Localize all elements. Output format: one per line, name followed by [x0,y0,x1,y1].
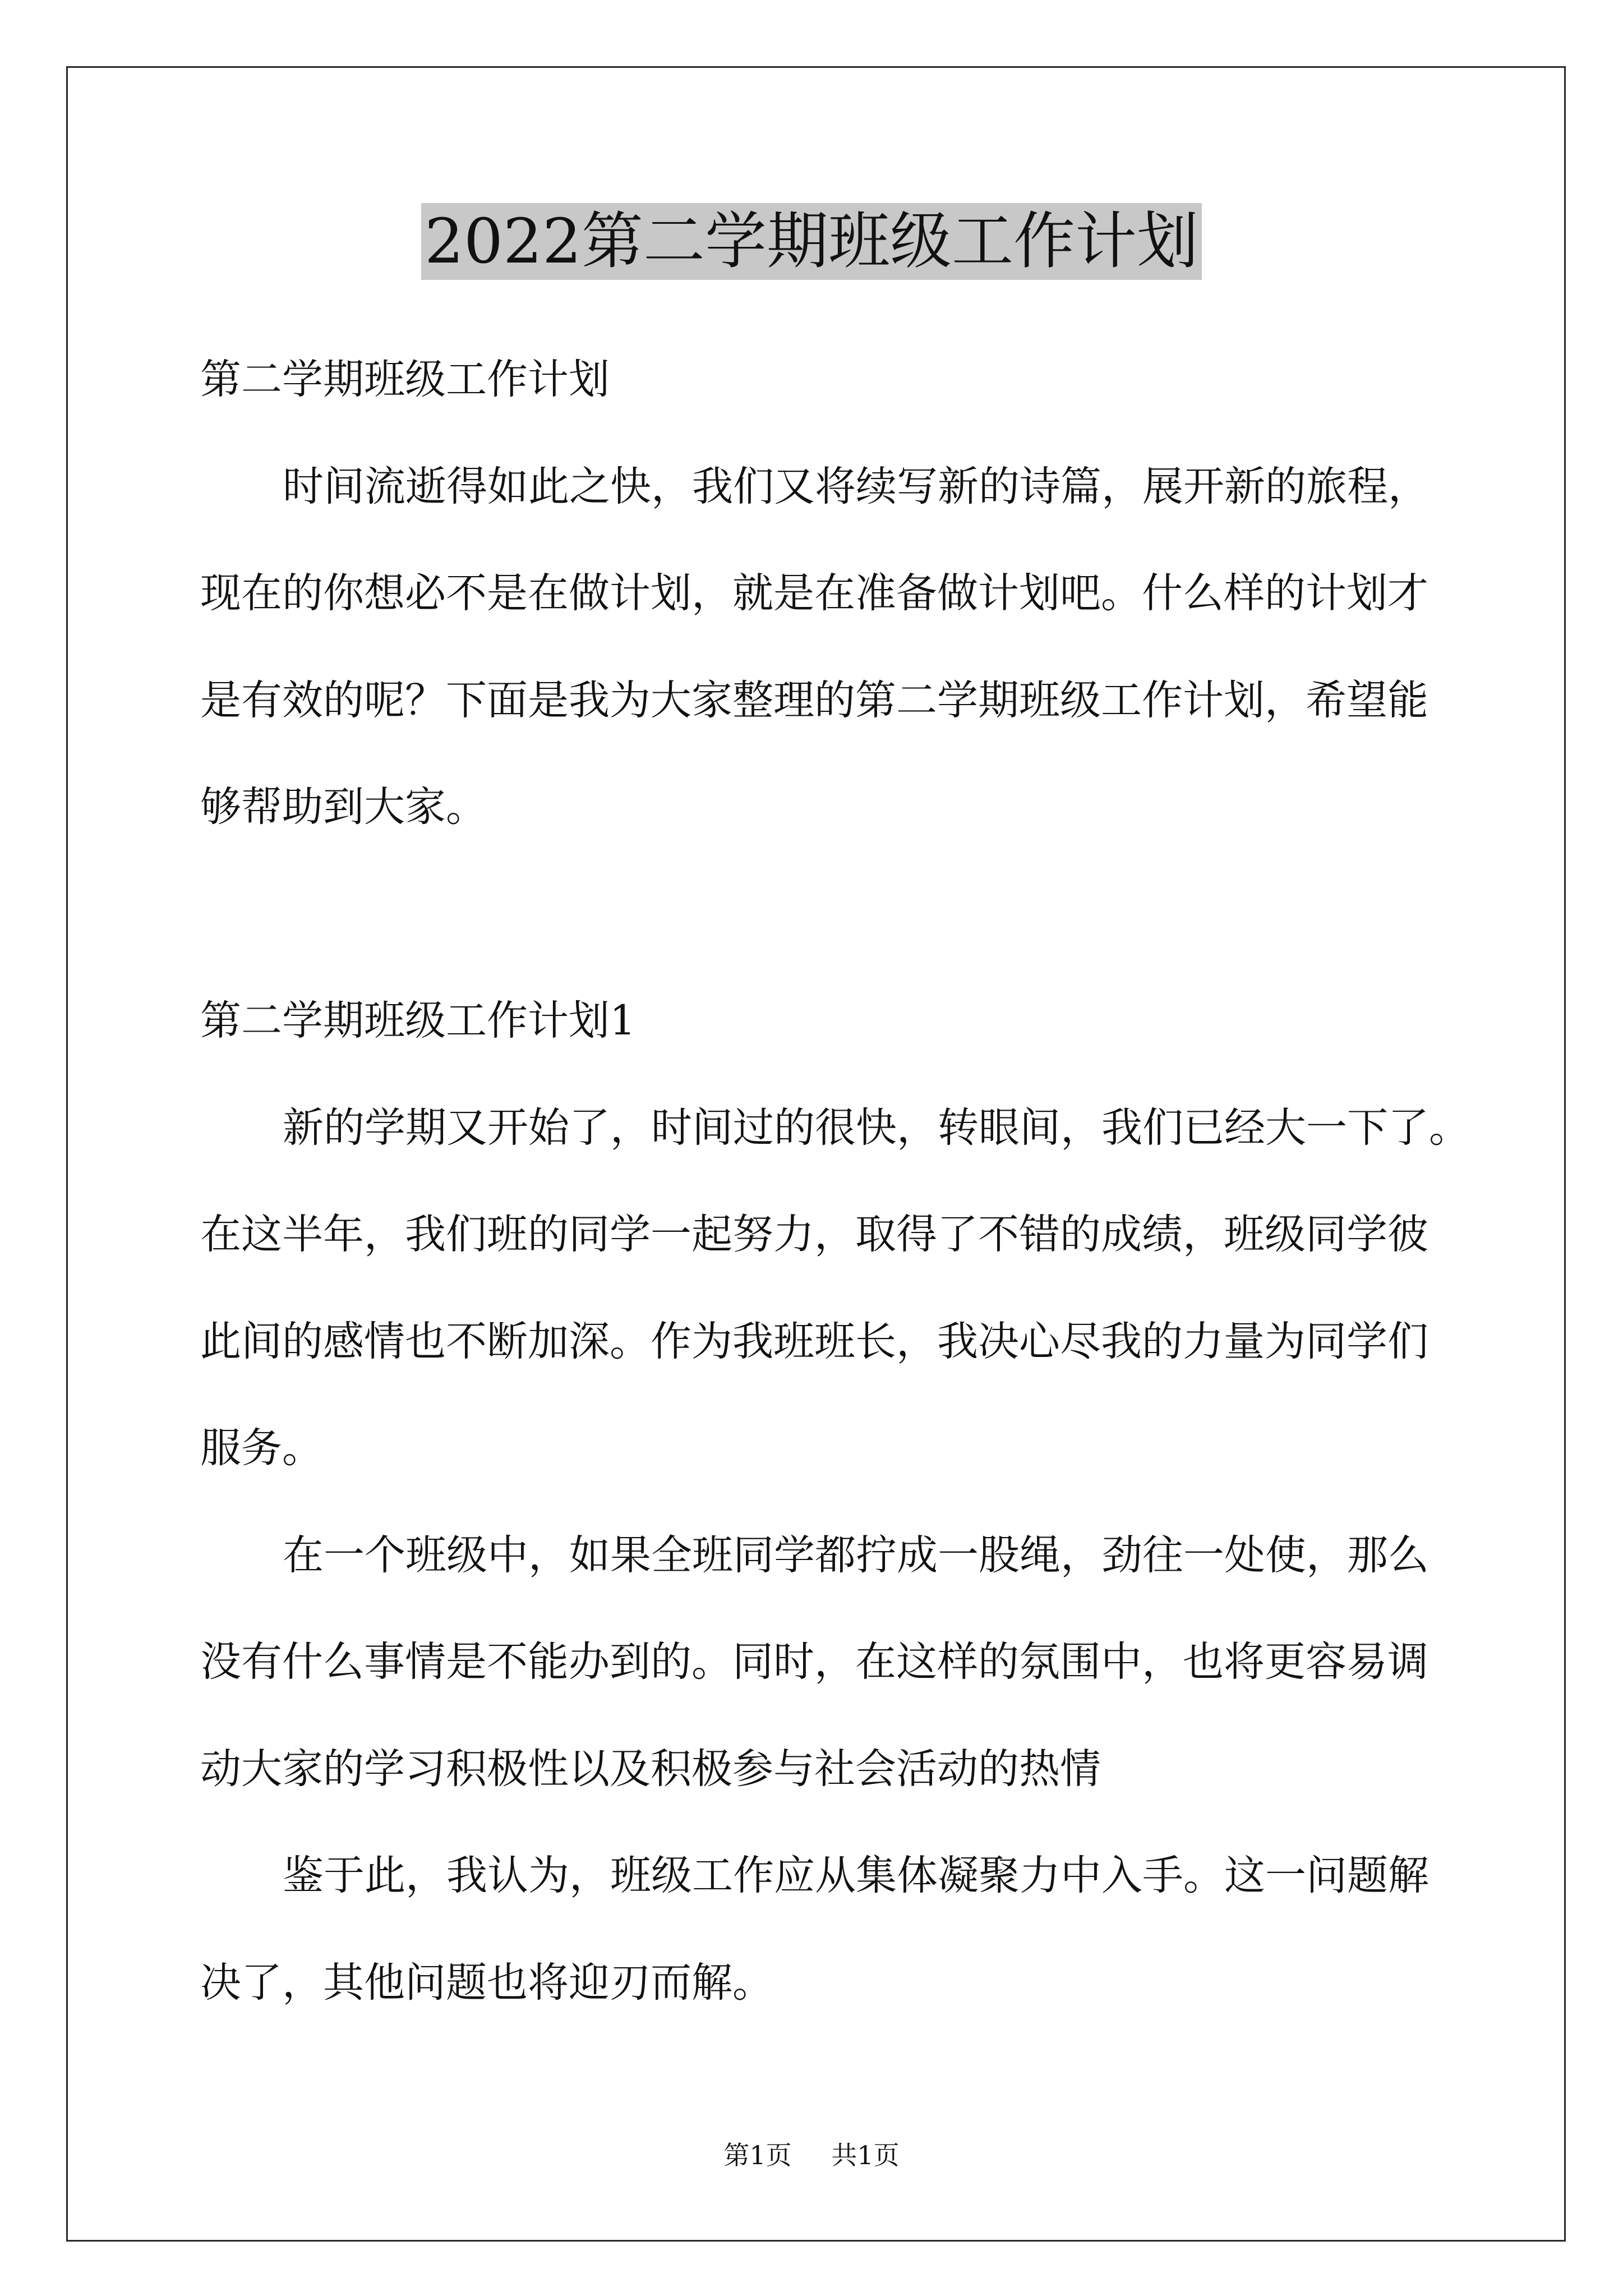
page-footer [0,2138,1623,2172]
paragraph-line: 时间流逝得如此之快，我们又将续写新的诗篇，展开新的旅程， [283,462,1429,510]
paragraph-line: 没有什么事情是不能办到的。同时，在这样的氛围中，也将更容易调 [200,1638,1428,1686]
page-total: 共1页 [831,2140,900,2170]
paragraph-line: 是有效的呢？下面是我为大家整理的第二学期班级工作计划，希望能 [200,676,1428,724]
intro-paragraph [200,434,1546,861]
intro-heading: 第二学期班级工作计划 [200,356,610,403]
section-heading: 第二学期班级工作计划1 [200,997,636,1045]
paragraph-line: 动大家的学习积极性以及积极参与社会活动的热情 [200,1745,1101,1793]
section-paragraph [200,1075,1546,1502]
section-paragraph [200,1823,1546,2036]
paragraph-line: 够帮助到大家。 [200,783,487,831]
paragraph-line: 服务。 [200,1424,323,1472]
document-body [200,326,1546,2036]
section-paragraph [200,1502,1546,1823]
paragraph-line: 在一个班级中，如果全班同学都拧成一股绳，劲往一处使，那么 [283,1531,1429,1579]
paragraph-line: 决了，其他问题也将迎刃而解。 [200,1958,773,2007]
page-number: 第1页 [723,2140,792,2170]
paragraph-line: 现在的你想必不是在做计划，就是在准备做计划吧。什么样的计划才 [200,569,1428,617]
title-container [0,203,1623,280]
document-title: 2022第二学期班级工作计划 [421,203,1202,280]
paragraph-line: 此间的感情也不断加深。作为我班班长，我决心尽我的力量为同学们 [200,1317,1428,1365]
paragraph-line: 鉴于此，我认为，班级工作应从集体凝聚力中入手。这一问题解 [283,1852,1429,1899]
paragraph-line: 新的学期又开始了，时间过的很快，转眼间，我们已经大一下了。 [283,1103,1470,1152]
paragraph-line: 在这半年，我们班的同学一起努力，取得了不错的成绩，班级同学彼 [200,1211,1428,1258]
